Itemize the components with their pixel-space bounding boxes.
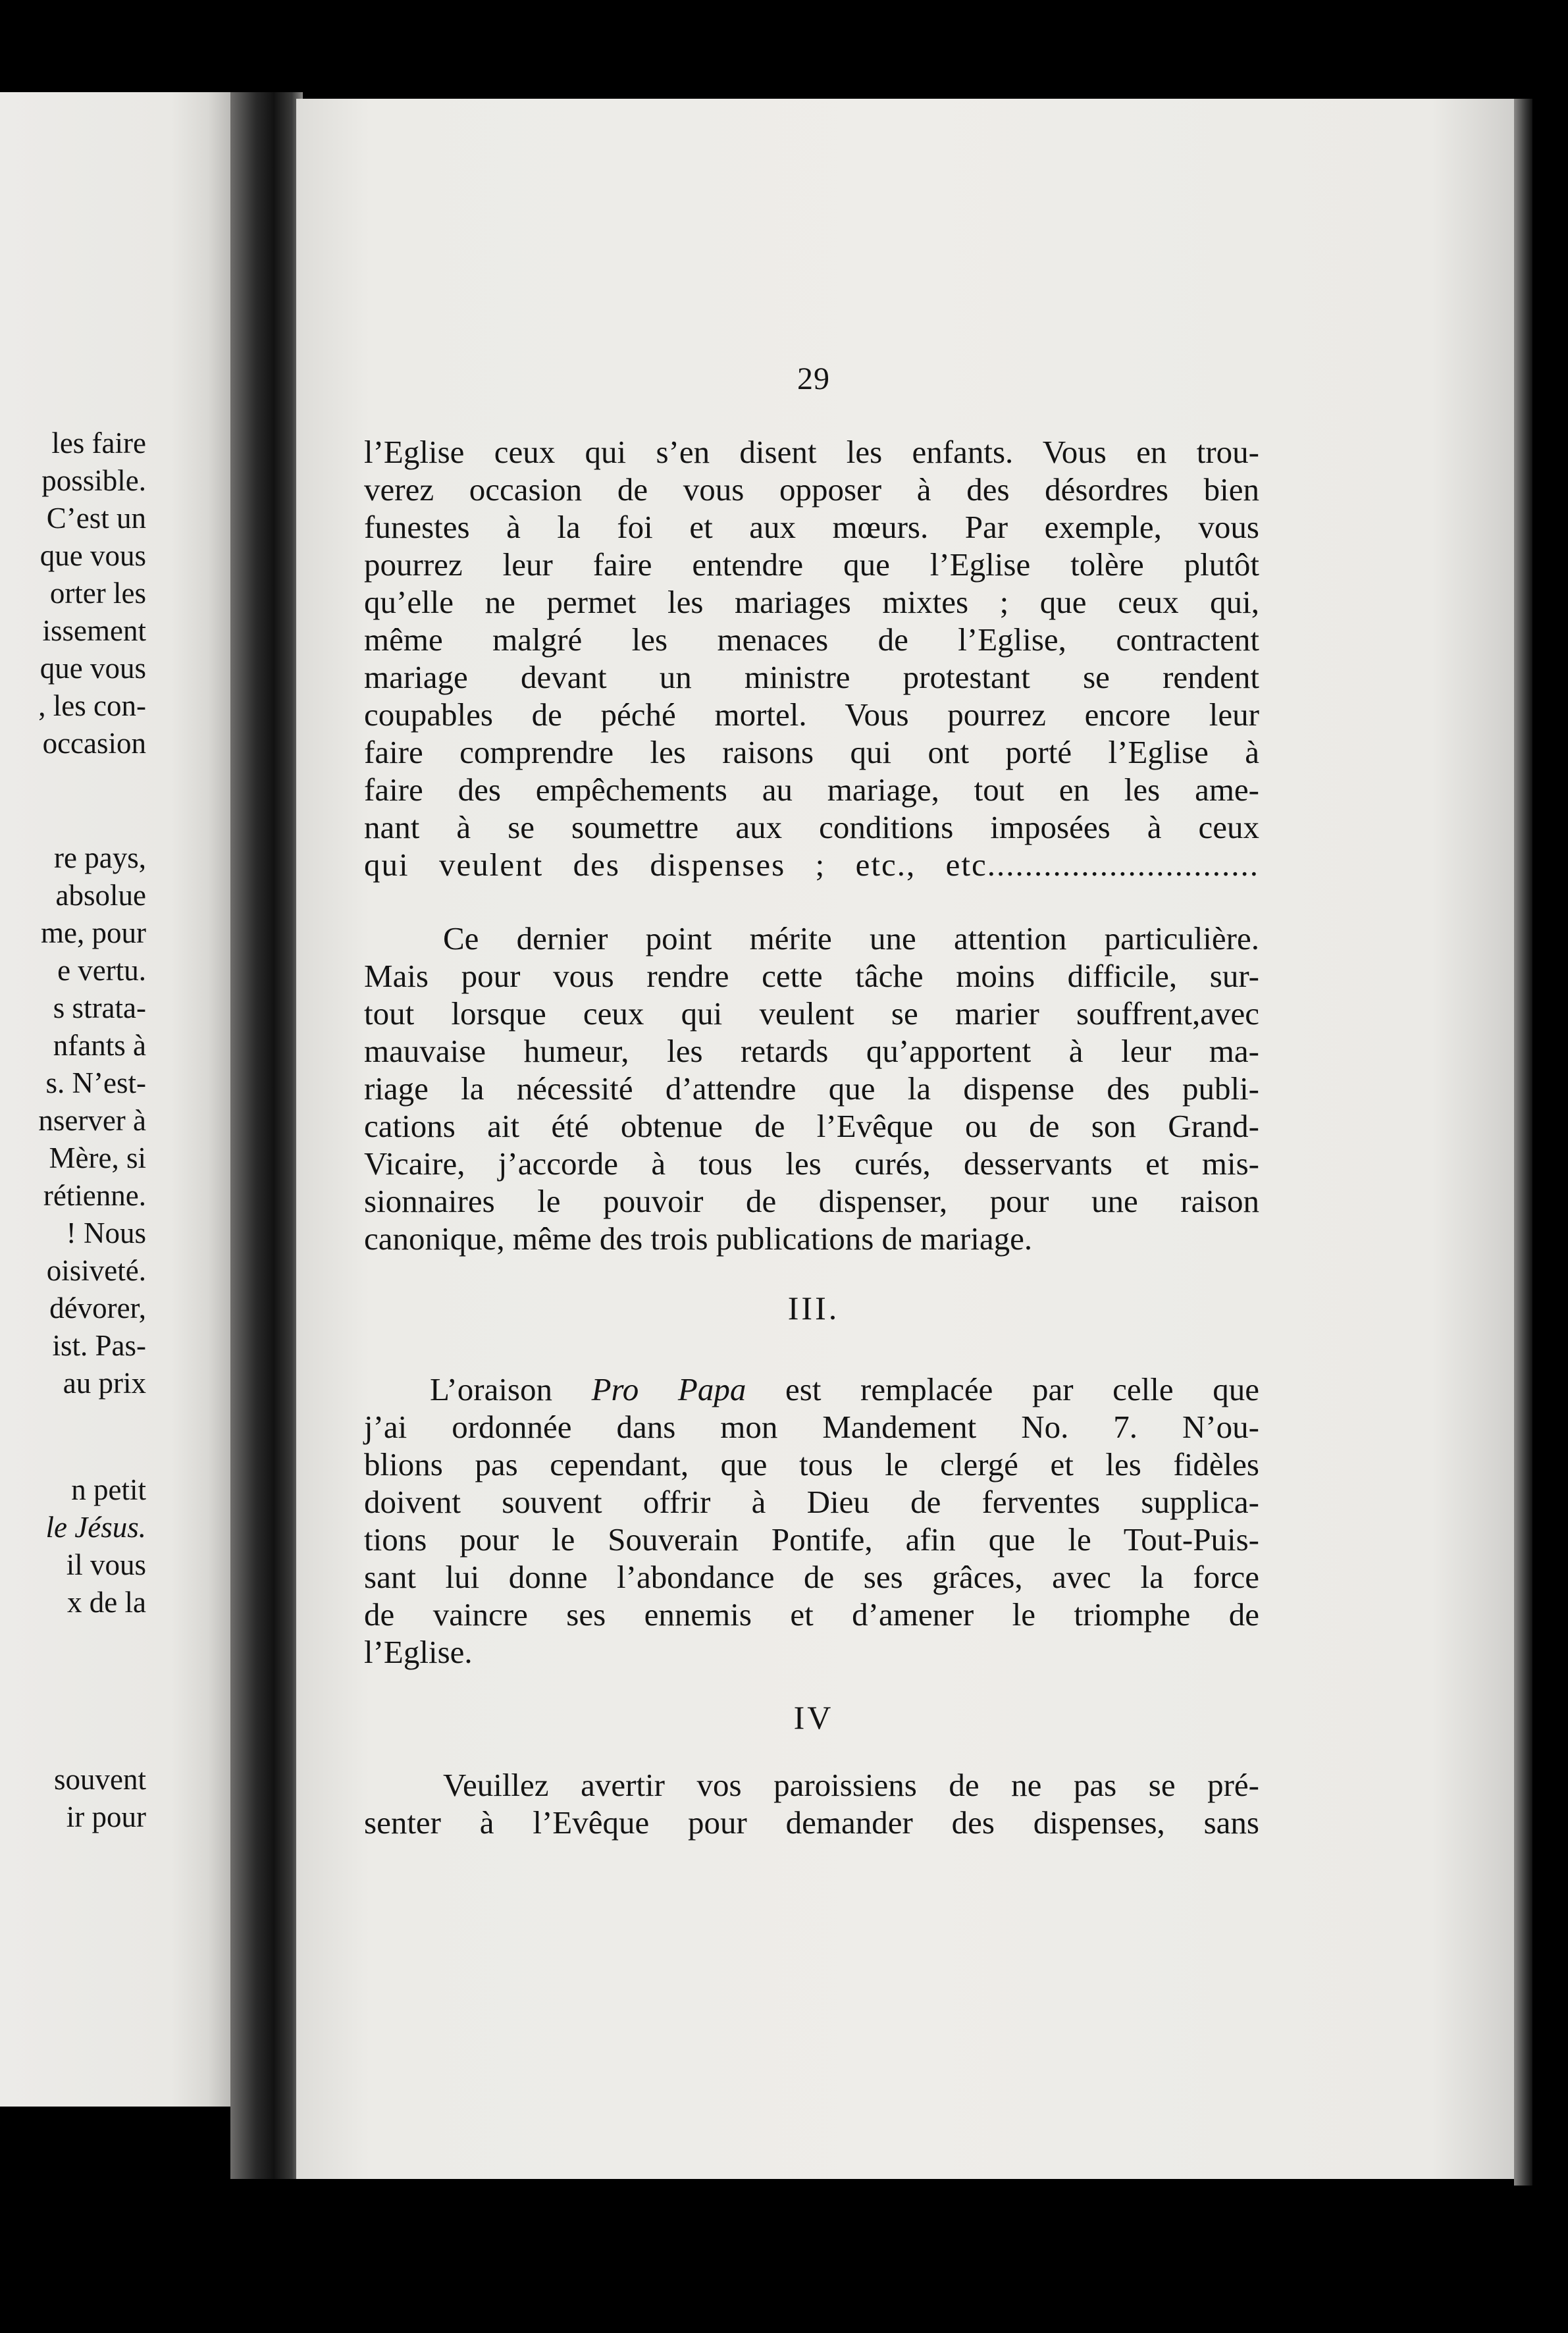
text-line: j’ai ordonnée dans mon Mandement No. 7. N’ou- [364, 1409, 1259, 1445]
previous-page-line: ! Nous [66, 1217, 146, 1249]
text-line: de vaincre ses ennemis et d’amener le triomphe de [364, 1596, 1259, 1633]
text-line: tout lorsque ceux qui veulent se marier souffrent,avec [364, 995, 1259, 1032]
text-line: même malgré les menaces de l’Eglise, contractent [364, 621, 1259, 658]
previous-page-line: nserver à [38, 1104, 146, 1137]
paragraph-3 [364, 1371, 1259, 1671]
previous-page-text-block [54, 1761, 146, 1836]
text-line: qu’elle ne permet les mariages mixtes ; que ceux qui, [364, 584, 1259, 620]
paragraph-4 [364, 1766, 1259, 1841]
previous-page-line: il vous [66, 1548, 146, 1581]
text-line: canonique, même des trois publications de mariage. [364, 1220, 1033, 1257]
paragraph-2 [364, 920, 1259, 1257]
text-line: senter à l’Evêque pour demander des dispenses, sans [364, 1804, 1259, 1841]
previous-page-line: , les con- [38, 689, 146, 722]
italic-phrase: Pro Papa [591, 1371, 746, 1407]
previous-page-line: C’est un [46, 502, 146, 535]
text-line: l’Eglise. [364, 1634, 473, 1670]
previous-page-line: orter les [49, 577, 146, 610]
previous-page-line: nfants à [53, 1029, 146, 1062]
text-line: nant à se soumettre aux conditions imposées à ceux [364, 809, 1259, 845]
text-line: tions pour le Souverain Pontife, afin que le Tout-Puis- [364, 1521, 1259, 1558]
text-line: l’Eglise ceux qui s’en disent les enfants. Vous en trou- [364, 434, 1259, 470]
previous-page-text-block [46, 1471, 146, 1621]
text-line: riage la nécessité d’attendre que la dispense des publi- [364, 1070, 1259, 1107]
text-line: coupables de péché mortel. Vous pourrez encore leur [364, 696, 1259, 733]
previous-page-line: occasion [42, 727, 146, 760]
text-line: Ce dernier point mérite une attention particulière. [443, 920, 1259, 957]
text-line: sionnaires le pouvoir de dispenser, pour une raison [364, 1183, 1259, 1219]
text-line: doivent souvent offrir à Dieu de ferventes supplica- [364, 1484, 1259, 1520]
text-line: Veuillez avertir vos paroissiens de ne pas se pré- [443, 1767, 1259, 1803]
text-line: blions pas cependant, que tous le clergé et les fidèles [364, 1446, 1259, 1482]
text-line: L’oraison Pro Papa est remplacée par celle que [430, 1371, 1259, 1407]
previous-page-line: absolue [55, 879, 146, 912]
previous-page-line: Mère, si [49, 1141, 146, 1174]
previous-page-line: oisiveté. [46, 1254, 146, 1287]
previous-page-line: souvent [54, 1763, 146, 1796]
previous-page-line: s. N’est- [45, 1066, 146, 1099]
text-line: cations ait été obtenue de l’Evêque ou de son Grand- [364, 1108, 1259, 1144]
previous-page-line: rétienne. [43, 1179, 146, 1212]
section-heading-iii: III. [787, 1290, 840, 1326]
text-line: sant lui donne l’abondance de ses grâces, avec la force [364, 1559, 1259, 1595]
page-edge-shadow [1514, 99, 1532, 2186]
previous-page-text-block [38, 425, 146, 762]
previous-page-line: s strata- [53, 991, 146, 1024]
book-gutter-shadow [230, 92, 303, 2179]
text-line: Vicaire, j’accorde à tous les curés, desservants et mis- [364, 1145, 1259, 1182]
paragraph-1 [364, 433, 1259, 883]
previous-page-line: dévorer, [49, 1292, 146, 1324]
text-line: verez occasion de vous opposer à des désordres bien [364, 471, 1259, 508]
previous-page-line: ist. Pas- [52, 1329, 146, 1362]
text-line: funestes à la foi et aux mœurs. Par exemple, vous [364, 509, 1259, 545]
previous-page-line: issement [42, 614, 146, 647]
text-line: pourrez leur faire entendre que l’Eglise tolère plutôt [364, 546, 1259, 583]
previous-page-line: e vertu. [57, 954, 146, 987]
text-line: faire comprendre les raisons qui ont porté l’Eglise à [364, 734, 1259, 770]
previous-page-line: ir pour [66, 1800, 146, 1833]
previous-page-line: x de la [67, 1586, 146, 1619]
page-number: 29 [797, 361, 830, 396]
text-line: mauvaise humeur, les retards qu’apportent à leur ma- [364, 1033, 1259, 1069]
text-line: qui veulent des dispenses ; etc., etc............................. [364, 847, 1259, 883]
previous-page-line: au prix [63, 1367, 146, 1400]
previous-page-line: que vous [39, 539, 146, 572]
text-line: faire des empêchements au mariage, tout en les ame- [364, 772, 1259, 808]
previous-page-line: re pays, [54, 841, 146, 874]
section-heading-iv: IV [793, 1699, 834, 1736]
previous-page-line: n petit [71, 1473, 146, 1506]
text-line: mariage devant un ministre protestant se rendent [364, 659, 1259, 695]
previous-page-line: me, pour [41, 916, 146, 949]
previous-page-line: possible. [41, 464, 146, 497]
previous-page-line: que vous [39, 652, 146, 685]
text-line: Mais pour vous rendre cette tâche moins difficile, sur- [364, 958, 1259, 994]
previous-page-line: le Jésus. [45, 1511, 146, 1544]
previous-page-line: les faire [51, 427, 146, 459]
